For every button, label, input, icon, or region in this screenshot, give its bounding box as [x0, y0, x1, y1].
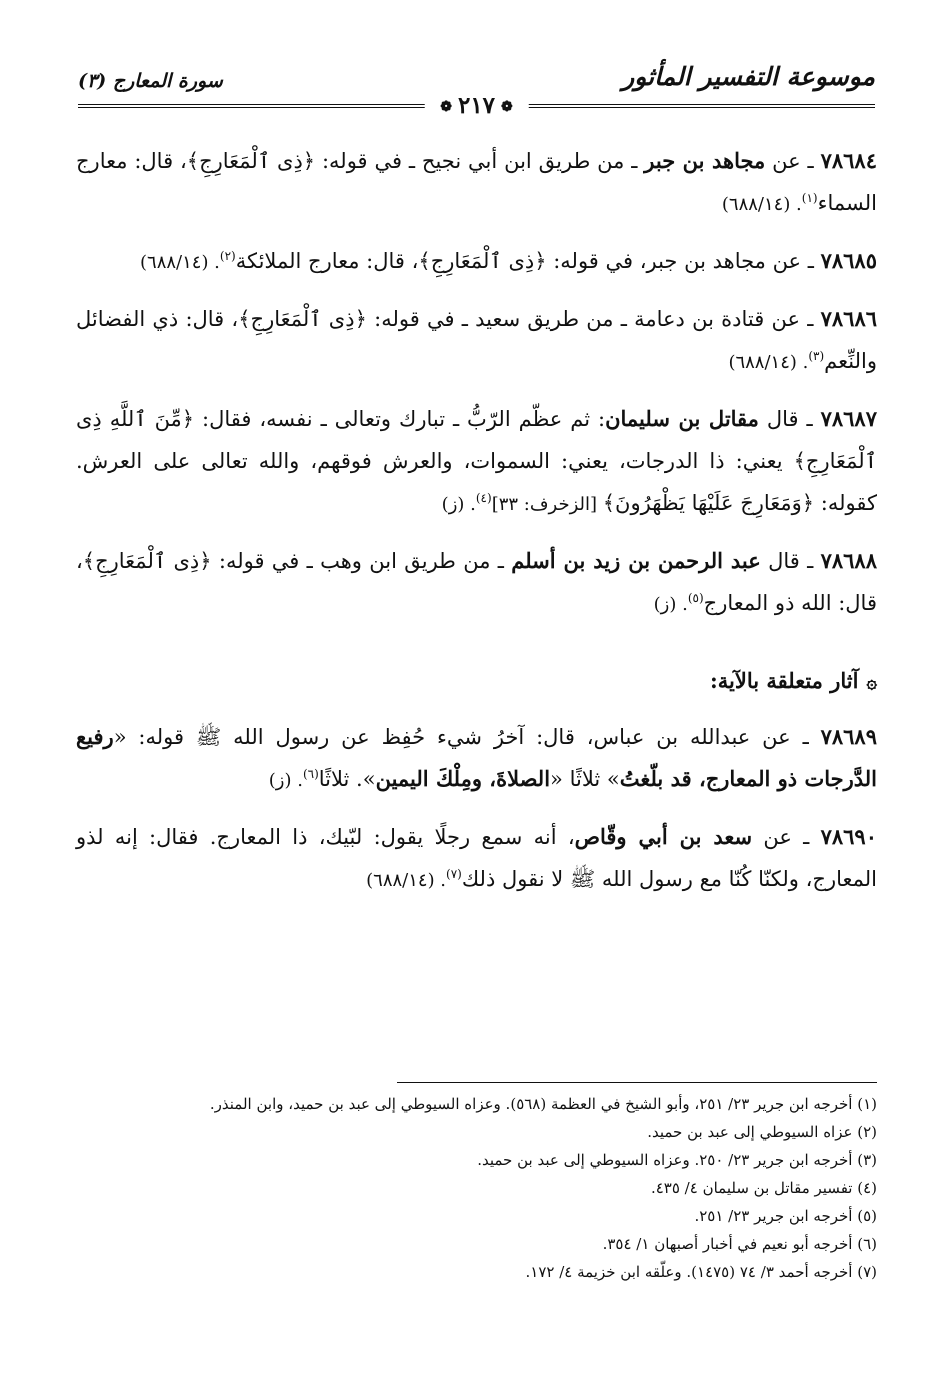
entry-78686 [76, 298, 877, 384]
entry-text: ـ من طريق ابن وهب ـ في قوله: [211, 549, 512, 573]
footnote-6: (٦) أخرجه أبو نعيم في أخبار أصبهان ١/ ٣٥٤. [602, 1235, 877, 1253]
volume-reference: . (ز) [441, 494, 476, 515]
volume-reference: . (٦٨٨/١٤) [721, 194, 802, 215]
footnote-marker: (٦) [302, 767, 319, 781]
quran-quote: ﴿وَمَعَارِجَ عَلَيْهَا يَظْهَرُونَ﴾ [602, 491, 815, 515]
entry-text: ، قال: الله ذو المعارج [76, 549, 877, 615]
entry-78684 [76, 140, 877, 226]
entry-number: ٧٨٦٨٥ [820, 248, 877, 273]
star-ornament-icon: ۞ [866, 672, 877, 693]
section-heading [76, 660, 877, 704]
volume-reference: . (ز) [268, 770, 303, 791]
narrator-name: مقاتل بن سليمان [605, 406, 759, 431]
footnote-marker: (٥) [687, 591, 704, 605]
book-title: موسوعة التفسير المأثور [622, 62, 875, 91]
entry-number: ٧٨٦٨٨ [820, 548, 877, 573]
entry-78689 [76, 716, 877, 802]
footnotes [76, 1090, 877, 1286]
main-content [76, 140, 877, 916]
quran-quote: ﴿ذِى ٱلْمَعَارِجِ﴾ [186, 149, 316, 173]
footnote-5: (٥) أخرجه ابن جرير ٢٣/ ٢٥١. [694, 1207, 877, 1225]
entry-text: ـ من طريق ابن أبي نجيح ـ في قوله: [315, 149, 645, 173]
footnote-divider [397, 1082, 877, 1083]
entry-text: ، قال: معارج الملائكة [235, 249, 419, 273]
entry-text: : ثم عظّم الرّبُّ ـ تبارك وتعالى ـ نفسه، فقال: [194, 407, 606, 431]
entry-78685 [76, 240, 877, 284]
footnote-7: (٧) أخرجه أحمد ٣/ ٧٤ (١٤٧٥). وعلّقه ابن خزيمة ٤/ ١٧٢. [525, 1263, 877, 1281]
volume-reference: . (٦٨٨/١٤) [140, 252, 220, 273]
page-number-box [424, 92, 529, 119]
entry-text: ـ قال [758, 407, 821, 431]
narrator-name: سعد بن أبي وقّاص [574, 824, 753, 849]
entry-text: ـ عن قتادة بن دعامة ـ من طريق سعيد ـ في قوله: [366, 307, 821, 331]
entry-78690 [76, 816, 877, 902]
entry-text: ـ عن [765, 149, 821, 173]
entry-78688 [76, 540, 877, 626]
entry-number: ٧٨٦٨٦ [820, 306, 878, 331]
entry-text: ـ قال [760, 549, 821, 573]
entry-text: ـ عن مجاهد بن جبر، في قوله: [546, 249, 821, 273]
entry-number: ٧٨٦٨٧ [820, 406, 877, 431]
footnote-marker: (٢) [219, 249, 236, 263]
entry-number: ٧٨٦٩٠ [820, 824, 877, 849]
header-rule [78, 94, 875, 122]
entry-text: ـ عن [752, 825, 821, 849]
volume-reference: . (٦٨٨/١٤) [728, 352, 809, 373]
footnote-2: (٢) عزاه السيوطي إلى عبد بن حميد. [647, 1123, 877, 1141]
quran-quote: ﴿ذِى ٱلْمَعَارِجِ﴾ [238, 307, 367, 331]
hadith-text: رفيع الدَّرجات ذو المعارج، قد بلّغتُ [76, 724, 877, 791]
surah-title: سورة المعارج (٣) [78, 70, 223, 92]
quran-quote: ﴿ذِى ٱلْمَعَارِجِ﴾ [418, 249, 547, 273]
entry-78687 [76, 398, 877, 526]
entry-text: ـ عن عبدالله بن عباس، قال: آخرُ شيء حُفِظ عن رسول الله ﷺ قوله: « [113, 725, 821, 749]
entry-text: ، قال: ذي الفضائل والنِّعم [76, 307, 877, 373]
section-heading-text: آثار متعلقة بالآية: [709, 668, 859, 693]
hadith-text: الصلاةَ، ومِلْكَ اليمين [375, 766, 551, 791]
entry-number: ٧٨٦٨٤ [820, 148, 877, 173]
narrator-name: مجاهد بن جبر [644, 148, 766, 173]
footnote-1: (١) أخرجه ابن جرير ٢٣/ ٢٥١، وأبو الشيخ في العظمة (٥٦٨). وعزاه السيوطي إلى عبد بن حميد، وابن المنذر. [209, 1095, 877, 1113]
entry-text: ، أنه سمع رجلًا يقول: لبّيك، ذا المعارج. فقال: إنه لذو المعارج، ولكنّا كُنّا مع رسول الله ﷺ لا نقول ذلك [76, 825, 877, 891]
entry-text: ». ثلاثًا [318, 767, 376, 791]
quran-quote: ﴿ذِى ٱلْمَعَارِجِ﴾ [82, 549, 212, 573]
entry-text: يعني: ذا الدرجات، يعني: السموات، والعرش فوقهم، والله تعالى على العرش. كقوله: [76, 449, 877, 515]
page-number: ٢١٧ [457, 92, 496, 119]
footnote-marker: (٤) [475, 491, 492, 505]
footnote-marker: (٣) [808, 349, 825, 363]
narrator-name: عبد الرحمن بن زيد بن أسلم [511, 548, 761, 573]
ornament-icon: ❁ [440, 99, 452, 115]
footnote-marker: (١) [801, 191, 818, 205]
footnote-4: (٤) تفسير مقاتل بن سليمان ٤/ ٤٣٥. [650, 1179, 877, 1197]
footnote-3: (٣) أخرجه ابن جرير ٢٣/ ٢٥٠. وعزاه السيوطي إلى عبد بن حميد. [477, 1151, 877, 1169]
volume-reference: . (ز) [653, 594, 688, 615]
ornament-icon: ❁ [501, 99, 513, 115]
quran-quote: ﴿مِّنَ ٱللَّهِ ذِى ٱلْمَعَارِجِ﴾ [76, 407, 877, 473]
footnote-marker: (٧) [446, 867, 462, 881]
entry-number: ٧٨٦٨٩ [820, 724, 877, 749]
volume-reference: . (٦٨٨/١٤) [366, 870, 447, 891]
entry-text: » ثلاثًا « [550, 767, 620, 791]
surah-reference: [الزخرف: ٣٣] [491, 494, 603, 515]
entry-text: ، قال: معارج السماء [76, 149, 877, 215]
page-header [78, 62, 875, 122]
